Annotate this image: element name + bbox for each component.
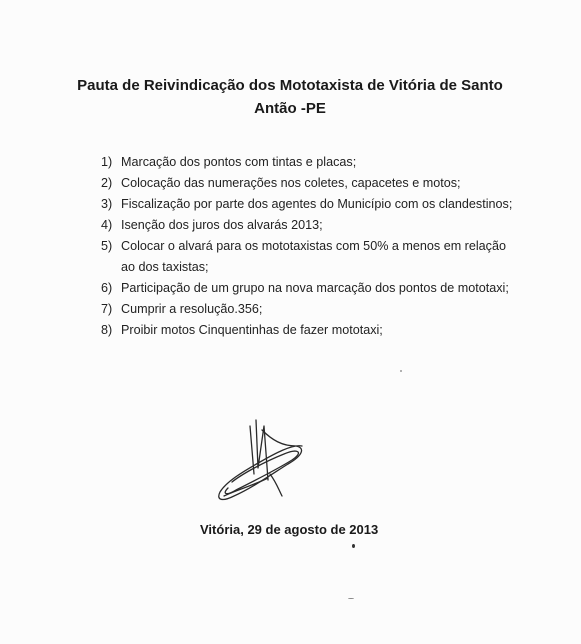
demands-list xyxy=(103,152,513,341)
ink-speck xyxy=(352,544,355,548)
item-number: 7) xyxy=(101,302,113,316)
item-text: Colocação das numerações nos coletes, capacetes e motos; xyxy=(121,176,461,190)
list-item xyxy=(103,299,513,320)
list-item xyxy=(103,173,513,194)
title-line-2: Antão -PE xyxy=(254,100,326,117)
item-text: Isenção dos juros dos alvarás 2013; xyxy=(121,218,323,232)
ink-speck xyxy=(348,598,354,599)
date-line: Vitória, 29 de agosto de 2013 xyxy=(200,522,379,537)
list-item xyxy=(103,320,513,341)
item-text: Colocar o alvará para os mototaxistas com 50% a menos em relação ao dos taxistas; xyxy=(121,239,506,274)
list-item xyxy=(103,152,513,173)
title-line-1: Pauta de Reivindicação dos Mototaxista de Vitória de Santo xyxy=(77,77,503,94)
item-text: Fiscalização por parte dos agentes do Município com os clandestinos; xyxy=(121,197,513,211)
item-number: 5) xyxy=(101,239,113,253)
item-text: Cumprir a resolução.356; xyxy=(121,302,263,316)
item-number: 4) xyxy=(101,218,113,232)
item-number: 1) xyxy=(101,155,113,169)
list-item xyxy=(103,215,513,236)
item-number: 2) xyxy=(101,176,113,190)
list-item xyxy=(103,278,513,299)
item-number: 3) xyxy=(101,197,113,211)
ink-speck xyxy=(400,370,402,372)
item-number: 8) xyxy=(101,323,113,337)
item-text: Participação de um grupo na nova marcação dos pontos de mototaxi; xyxy=(121,281,509,295)
list-item xyxy=(103,236,513,278)
document-title xyxy=(60,74,520,120)
handwritten-signature xyxy=(212,416,308,512)
item-text: Proibir motos Cinquentinhas de fazer mototaxi; xyxy=(121,323,383,337)
list-item xyxy=(103,194,513,215)
item-number: 6) xyxy=(101,281,113,295)
item-text: Marcação dos pontos com tintas e placas; xyxy=(121,155,357,169)
